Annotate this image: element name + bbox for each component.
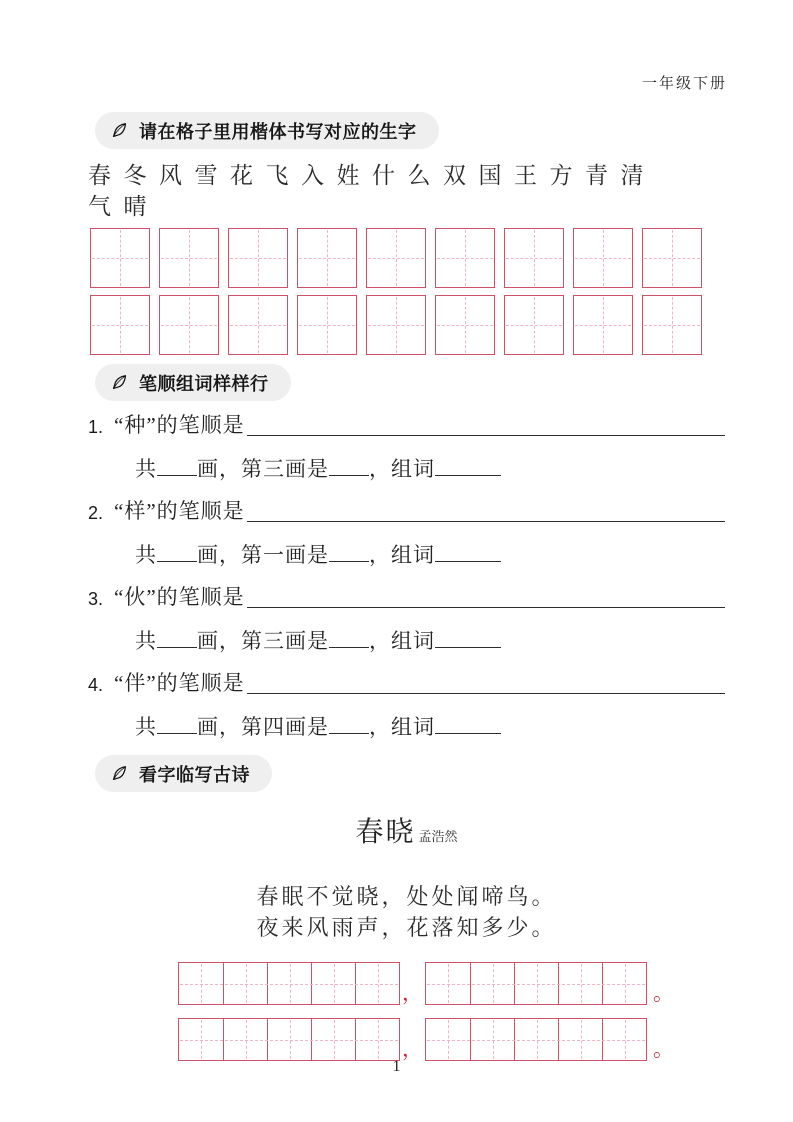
period-mark: 。 <box>653 981 674 1005</box>
poem <box>88 816 725 943</box>
poem-writing-grid <box>88 962 725 1061</box>
sub-text: 共 <box>135 715 157 739</box>
tianzige-box <box>435 228 495 288</box>
poem-line-2: 夜来风雨声，花落知多少。 <box>256 915 557 940</box>
tianzige-box <box>642 228 702 288</box>
tianzige-box <box>504 228 564 288</box>
tianzige-cell <box>426 963 470 1004</box>
blank-line <box>329 457 369 476</box>
tianzige-cell <box>470 963 514 1004</box>
item-question-line <box>88 411 725 439</box>
tianzige-box <box>297 295 357 355</box>
section1-header <box>95 112 439 149</box>
blank-line <box>329 543 369 562</box>
poem-line-1: 春眠不觉晓，处处闻啼鸟。 <box>256 884 557 909</box>
tianzige-box <box>159 295 219 355</box>
item-question-line <box>88 497 725 525</box>
tianzige-box <box>159 228 219 288</box>
tianzige-cell <box>267 1019 311 1060</box>
answer-line <box>247 607 725 608</box>
tianzige-cell <box>355 1019 399 1060</box>
poem-copy-section <box>88 755 725 1061</box>
quill-icon <box>110 373 129 392</box>
answer-line <box>247 693 725 694</box>
tianzige-cell <box>179 963 223 1004</box>
poem-author: 孟浩然 <box>418 829 458 844</box>
practice-grid-row-2 <box>90 295 725 355</box>
tianzige-box <box>573 295 633 355</box>
quill-icon <box>110 121 129 140</box>
sub-text: 画，第三画是 <box>197 457 329 481</box>
item-question-text: “伴”的笔顺是 <box>114 671 245 695</box>
tianzige-box <box>297 228 357 288</box>
item-question-line <box>88 669 725 697</box>
blank-line <box>157 457 197 476</box>
comma-mark: ， <box>402 1037 423 1061</box>
blank-line <box>435 629 501 648</box>
poem-title-row <box>88 816 725 854</box>
tianzige-cell <box>558 1019 602 1060</box>
writing-row-2 <box>178 1018 725 1061</box>
blank-line <box>157 629 197 648</box>
new-characters-line2: 气晴 <box>88 194 159 219</box>
answer-line <box>247 521 725 522</box>
stroke-order-item-2 <box>88 497 725 567</box>
new-characters-line1: 春冬风雪花飞入姓什么双国王方青清 <box>88 163 656 188</box>
item-question-text: “种”的笔顺是 <box>114 413 245 437</box>
tianzige-box <box>366 295 426 355</box>
section1-title: 请在格子里用楷体书写对应的生字 <box>139 121 417 142</box>
writing-strip <box>178 1018 400 1061</box>
item-number: 4. <box>88 675 104 695</box>
quill-icon <box>110 764 129 783</box>
sub-text: ，组词 <box>369 543 435 567</box>
stroke-order-item-3 <box>88 583 725 653</box>
page-number: 1 <box>392 1058 401 1075</box>
tianzige-cell <box>223 963 267 1004</box>
tianzige-cell <box>179 1019 223 1060</box>
blank-line <box>435 543 501 562</box>
sub-text: 共 <box>135 543 157 567</box>
practice-grid-row-1 <box>90 228 725 288</box>
tianzige-cell <box>602 1019 646 1060</box>
stroke-order-section <box>88 364 725 739</box>
answer-line <box>247 435 725 436</box>
item-subquestion-line <box>135 539 725 567</box>
stroke-order-list <box>88 411 725 739</box>
tianzige-cell <box>514 1019 558 1060</box>
stroke-order-item-4 <box>88 669 725 739</box>
writing-strip <box>425 1018 647 1061</box>
tianzige-box <box>435 295 495 355</box>
item-question-text: “伙”的笔顺是 <box>114 585 245 609</box>
sub-text: 共 <box>135 457 157 481</box>
blank-line <box>435 457 501 476</box>
blank-line <box>435 715 501 734</box>
tianzige-box <box>504 295 564 355</box>
character-practice-grid <box>90 228 725 355</box>
item-question-line <box>88 583 725 611</box>
tianzige-cell <box>223 1019 267 1060</box>
tianzige-box <box>228 295 288 355</box>
item-subquestion-line <box>135 453 725 481</box>
stroke-order-item-1 <box>88 411 725 481</box>
sub-text: ，组词 <box>369 457 435 481</box>
tianzige-box <box>642 295 702 355</box>
sub-text: 画，第三画是 <box>197 629 329 653</box>
tianzige-box <box>90 228 150 288</box>
sub-text: 画，第一画是 <box>197 543 329 567</box>
tianzige-cell <box>311 1019 355 1060</box>
sub-text: 画，第四画是 <box>197 715 329 739</box>
tianzige-cell <box>514 963 558 1004</box>
sub-text: ，组词 <box>369 629 435 653</box>
item-number: 1. <box>88 417 104 437</box>
blank-line <box>157 715 197 734</box>
period-mark: 。 <box>653 1037 674 1061</box>
item-question-text: “样”的笔顺是 <box>114 499 245 523</box>
blank-line <box>157 543 197 562</box>
sub-text: ，组词 <box>369 715 435 739</box>
tianzige-box <box>228 228 288 288</box>
tianzige-cell <box>311 963 355 1004</box>
blank-line <box>329 715 369 734</box>
tianzige-box <box>90 295 150 355</box>
tianzige-cell <box>602 963 646 1004</box>
item-number: 3. <box>88 589 104 609</box>
tianzige-cell <box>558 963 602 1004</box>
tianzige-box <box>366 228 426 288</box>
sub-text: 共 <box>135 629 157 653</box>
tianzige-box <box>573 228 633 288</box>
writing-row-1 <box>178 962 725 1005</box>
item-subquestion-line <box>135 625 725 653</box>
item-number: 2. <box>88 503 104 523</box>
book-label: 一年级下册 <box>641 76 727 92</box>
section3-header <box>95 755 272 792</box>
page-content <box>88 112 725 1074</box>
section2-title: 笔顺组词样样行 <box>139 373 269 394</box>
tianzige-cell <box>267 963 311 1004</box>
poem-title: 春晓 <box>355 817 416 848</box>
writing-strip <box>425 962 647 1005</box>
item-subquestion-line <box>135 711 725 739</box>
writing-strip <box>178 962 400 1005</box>
blank-line <box>329 629 369 648</box>
comma-mark: ， <box>402 981 423 1005</box>
tianzige-cell <box>355 963 399 1004</box>
section2-header <box>95 364 291 401</box>
tianzige-cell <box>470 1019 514 1060</box>
tianzige-cell <box>426 1019 470 1060</box>
section3-title: 看字临写古诗 <box>139 764 250 785</box>
